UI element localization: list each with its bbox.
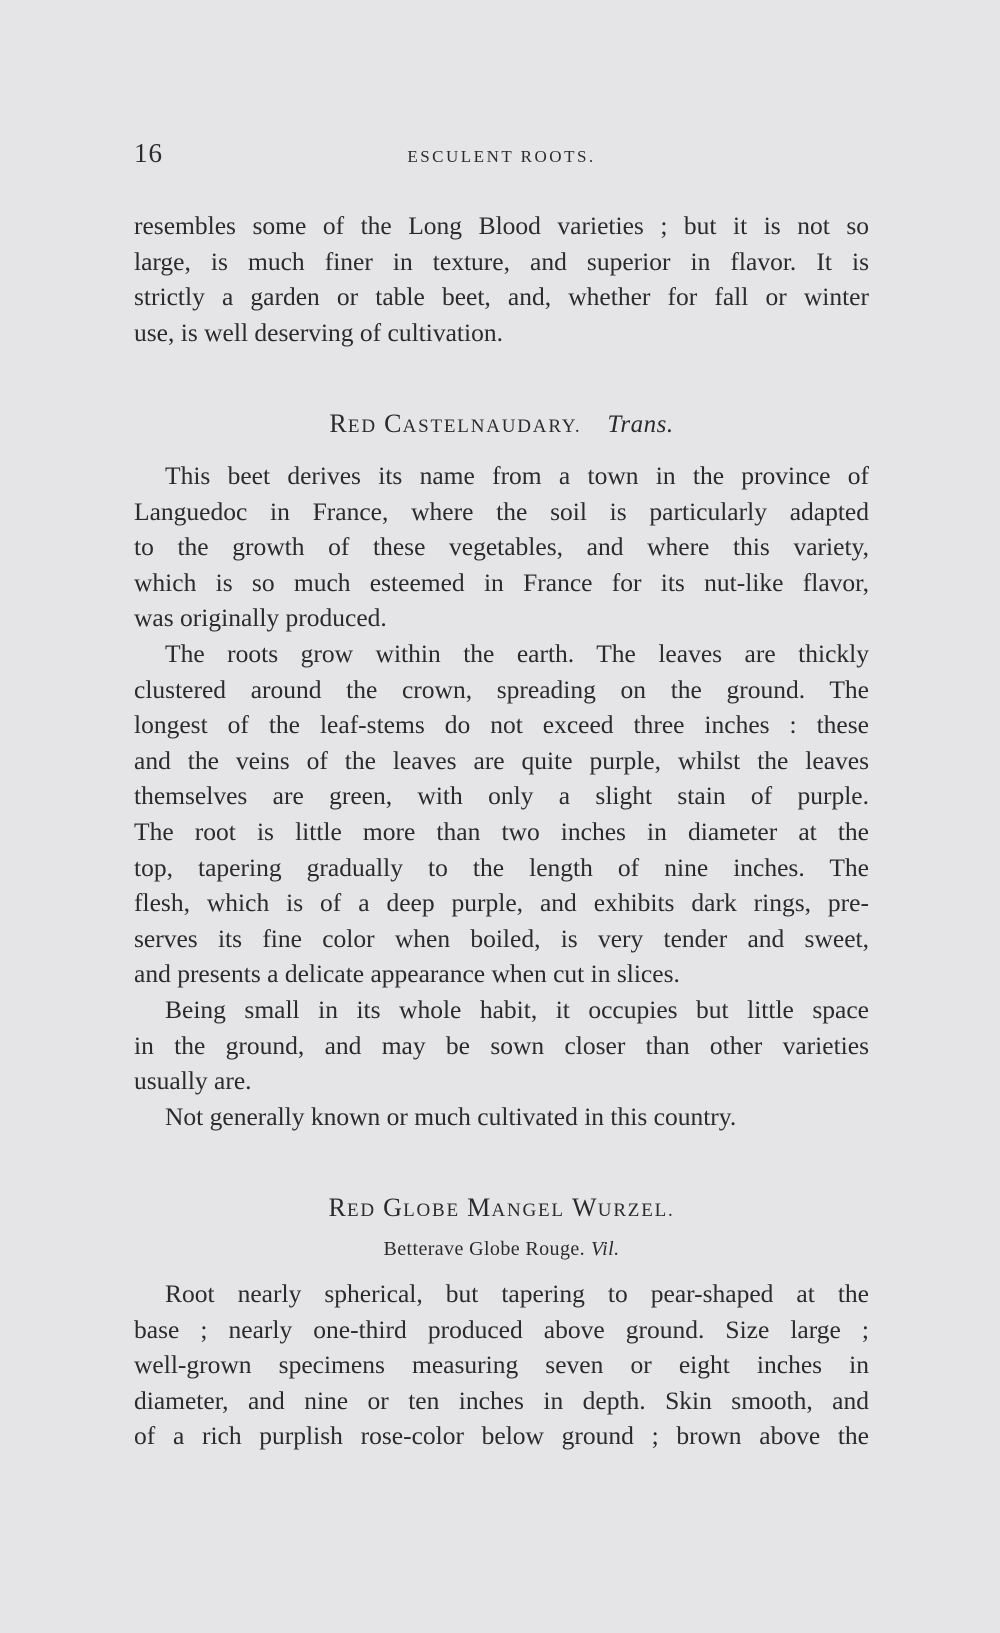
heading-smallcaps: ED [346,1200,376,1221]
text-line: usually are. [134,1066,252,1096]
text-line: of a rich purplish rose-color below ground ; brown above the [134,1421,869,1451]
text-line: well-grown specimens measuring seven or eight inches in [134,1350,869,1380]
text-line: The roots grow within the earth. The leaves are thickly [165,639,869,668]
text-line: base ; nearly one-third produced above ground. Size large ; [134,1314,869,1344]
heading-smallcaps: ASTELNAUDARY. [402,416,582,437]
text-line: which is so much esteemed in France for its nut-like flavor, [134,567,869,597]
section-subheading [134,1238,869,1261]
heading-source-note: Trans. [607,411,674,438]
heading-smallcaps: URZEL. [597,1200,675,1221]
text-line: The root is little more than two inches in diameter at the [134,816,869,846]
text-line: use, is well deserving of cultivation. [134,317,503,347]
text-line: This beet derives its name from a town in the province of [165,461,869,490]
text-line: in the ground, and may be sown closer than other varieties [134,1030,869,1060]
heading-initial: C [384,409,403,438]
heading-initial: R [328,1193,347,1222]
heading-initial: W [572,1193,598,1222]
text-line: large, is much finer in texture, and superior in flavor. It is [134,246,869,276]
text-line: Languedoc in France, where the soil is particularly adapted [134,496,869,526]
text-line: Being small in its whole habit, it occupies but little space [165,995,869,1024]
text-line: top, tapering gradually to the length of nine inches. The [134,852,869,882]
text-line: resembles some of the Long Blood varieties ; but it is not so [134,211,869,240]
french-name: Betterave Globe Rouge. [383,1238,586,1260]
body-paragraph [134,1276,869,1454]
heading-smallcaps: ANGEL [491,1200,565,1221]
body-paragraph [134,1099,869,1135]
page-number: 16 [134,138,163,168]
section-heading-red-castelnaudary [134,409,869,439]
section-heading-red-globe-mangel-wurzel [134,1193,869,1223]
text-line: Not generally known or much cultivated in this country. [165,1102,737,1131]
text-line: longest of the leaf-stems do not exceed three inches : these [134,710,869,740]
book-page [134,0,869,1633]
body-paragraph [134,458,869,636]
text-line: and presents a delicate appearance when cut in slices. [134,959,680,989]
text-line: and the veins of the leaves are quite purple, whilst the leaves [134,745,869,775]
heading-smallcaps: LOBE [403,1200,460,1221]
body-paragraph [134,992,869,1099]
heading-initial: G [383,1193,404,1222]
text-line: diameter, and nine or ten inches in depth. Skin smooth, and [134,1385,869,1415]
heading-initial: M [467,1193,492,1222]
text-line: Root nearly spherical, but tapering to pear-shaped at the [165,1279,869,1308]
heading-smallcaps: ED [347,416,377,437]
text-line: clustered around the crown, spreading on the ground. The [134,674,869,704]
running-head-title: ESCULENT ROOTS. [407,147,596,166]
text-line: to the growth of these vegetables, and where this variety, [134,532,869,562]
text-line: strictly a garden or table beet, and, whether for fall or winter [134,282,869,312]
text-line: serves its fine color when boiled, is very tender and sweet, [134,923,869,953]
text-line: themselves are green, with only a slight stain of purple. [134,781,869,811]
body-paragraph [134,636,869,992]
text-line: flesh, which is of a deep purple, and exhibits dark rings, pre- [134,888,869,918]
heading-initial: R [329,409,348,438]
text-line: was originally produced. [134,603,387,633]
intro-paragraph [134,208,869,350]
running-head [134,138,869,172]
source-note: Vil. [591,1238,620,1260]
